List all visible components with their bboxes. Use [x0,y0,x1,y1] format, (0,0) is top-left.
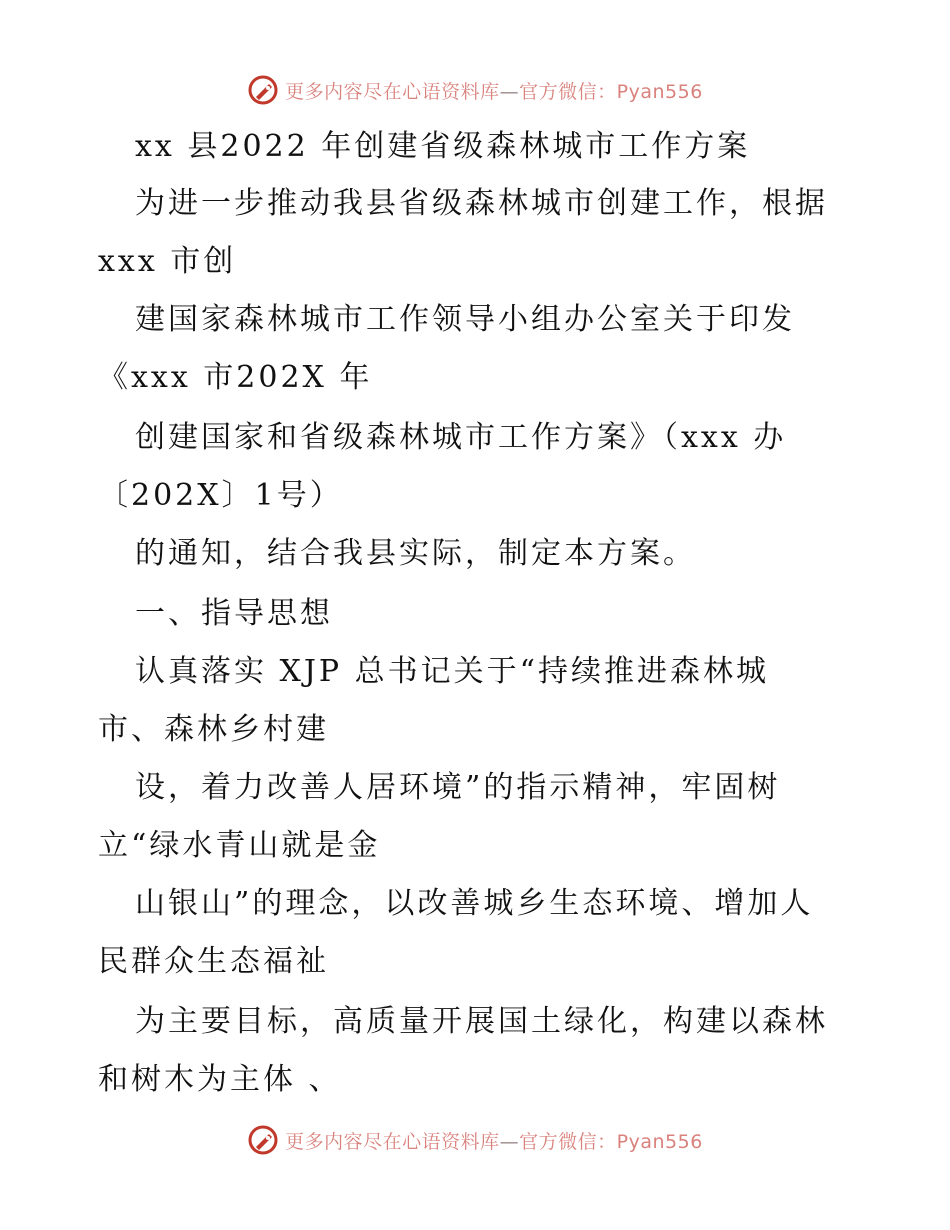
section-heading: 一、指导思想 [135,596,333,631]
paragraph-line: xxx 市创 [98,244,237,279]
document-title: xx 县2022 年创建省级森林城市工作方案 [135,129,751,164]
footer-banner [0,1120,950,1160]
header-banner [0,70,950,110]
paragraph-line: 的通知，结合我县实际，制定本方案。 [135,536,696,571]
paragraph-line: 认真落实 XJP 总书记关于“持续推进森林城 [135,654,769,689]
paragraph-line: 民群众生态福祉 [98,944,329,979]
pen-nib-logo-icon [247,1124,279,1156]
banner-separator: — [499,1130,520,1153]
paragraph-line: 建国家森林城市工作领导小组办公室关于印发 [135,302,795,337]
banner-wechat-text: 官方微信：Pyan556 [519,1130,703,1153]
paragraph-line: 〔202X〕1号） [98,478,343,513]
banner-text [285,77,703,104]
banner-separator: — [499,80,520,103]
paragraph-line: 山银山”的理念，以改善城乡生态环境、增加人 [135,886,814,921]
banner-main-text: 更多内容尽在心语资料库 [285,80,500,103]
pen-nib-logo-icon [247,74,279,106]
paragraph-line: 创建国家和省级森林城市工作方案》（xxx 办 [135,420,787,455]
paragraph-line: 为主要目标，高质量开展国土绿化，构建以森林 [135,1004,828,1039]
banner-main-text: 更多内容尽在心语资料库 [285,1130,500,1153]
banner-wechat-text: 官方微信：Pyan556 [519,80,703,103]
paragraph-line: 立“绿水青山就是金 [98,828,381,863]
paragraph-line: 设，着力改善人居环境”的指示精神，牢固树 [135,770,781,805]
banner-text [285,1127,703,1154]
paragraph-line: 市、森林乡村建 [98,712,329,747]
paragraph-line: 和树木为主体 、 [98,1062,342,1097]
paragraph-line: 为进一步推动我县省级森林城市创建工作，根据 [135,186,828,221]
paragraph-line: 《xxx 市202X 年 [98,360,373,395]
